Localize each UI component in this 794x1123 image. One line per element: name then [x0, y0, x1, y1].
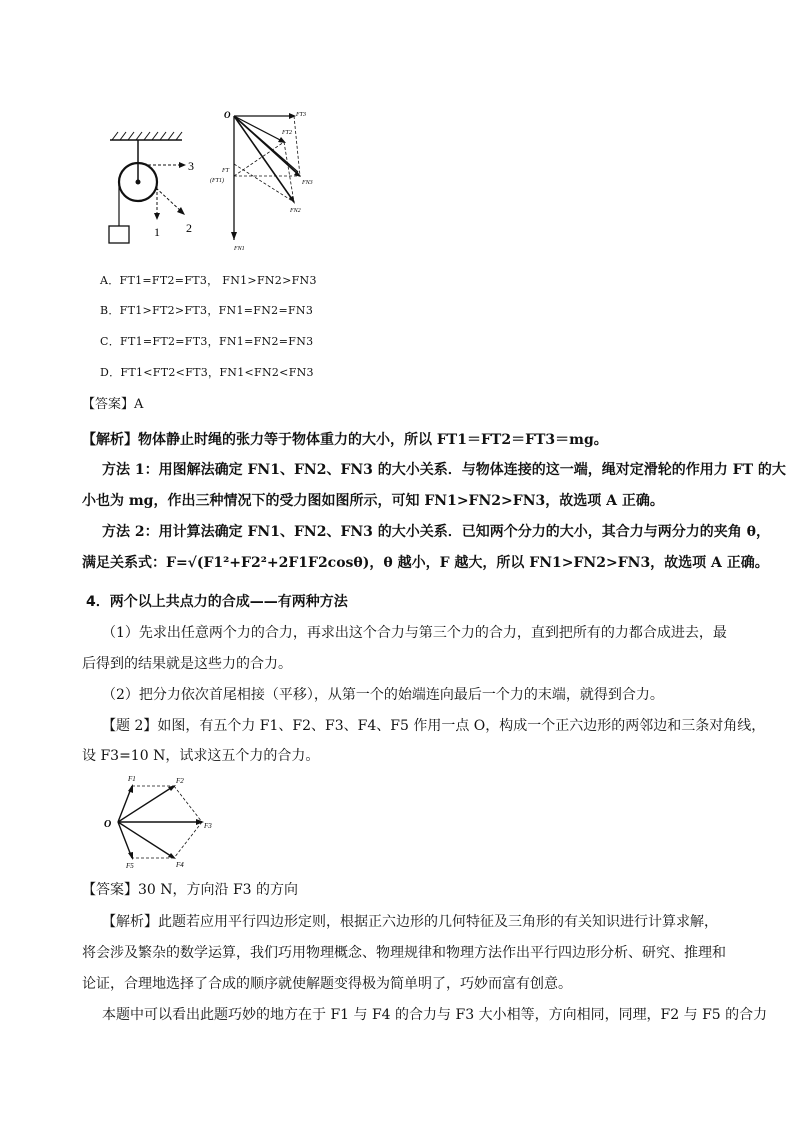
ft1b-label: (FT1) [210, 178, 224, 184]
ft3-label: FT3 [296, 112, 307, 118]
analysis-2-line-1: 【解析】此题若应用平行四边形定则，根据正六边形的几何特征及三角形的有关知识进行计算求解， [102, 914, 718, 930]
analysis-1-method1-line-1: 方法 1：用图解法确定 FN1、FN2、FN3 的大小关系．与物体连接的这一端，绳对定滑轮的作用力 FT 的大 [102, 462, 786, 478]
origin-label: O [224, 110, 231, 120]
option-d: D．FT1<FT2<FT3，FN1<FN2<FN3 [100, 366, 314, 379]
pulley-figure [100, 128, 210, 248]
hex-f1-label: F1 [128, 775, 136, 783]
rope-label-2: 2 [186, 221, 192, 235]
option-b: B．FT1>FT2>FT3，FN1=FN2=FN3 [100, 304, 314, 317]
section-4-step1-line-2: 后得到的结果就是这些力的合力。 [82, 656, 292, 672]
section-4-step2: （2）把分力依次首尾相接（平移），从第一个的始端连向最后一个力的末端，就得到合力。 [102, 687, 664, 703]
rope-label-3: 3 [188, 159, 194, 173]
hex-f2-label: F2 [176, 777, 184, 785]
question-2-line-1: 【题 2】如图，有五个力 F1、F2、F3、F4、F5 作用一点 O，构成一个正六边形的两邻边和三条对角线， [102, 718, 766, 734]
hexagon-force-figure [100, 772, 220, 872]
hex-f5-label: F5 [126, 862, 134, 870]
answer-2: 【答案】30 N，方向沿 F3 的方向 [82, 882, 299, 898]
analysis-2-line-2: 将会涉及繁杂的数学运算，我们巧用物理概念、物理规律和物理方法作出平行四边形分析、研究、推理和 [82, 945, 726, 961]
force-vector-figure [210, 104, 332, 254]
option-a: A．FT1=FT2=FT3， FN1>FN2>FN3 [100, 274, 317, 287]
fn3-label: FN3 [302, 180, 313, 186]
hex-f4-label: F4 [176, 861, 184, 869]
fn1-label: FN1 [234, 246, 245, 252]
rope-label-1: 1 [154, 225, 160, 239]
analysis-2-line-4: 本题中可以看出此题巧妙的地方在于 F1 与 F4 的合力与 F3 大小相等，方向相同，同理，F2 与 F5 的合力 [102, 1007, 768, 1023]
question-2-line-2: 设 F3=10 N，试求这五个力的合力。 [82, 748, 320, 764]
hex-origin-label: O [104, 819, 112, 830]
section-4-step1-line-1: （1）先求出任意两个力的合力，再求出这个合力与第三个力的合力，直到把所有的力都合成进去，最 [102, 625, 727, 641]
analysis-2-line-3: 论证，合理地选择了合成的顺序就使解题变得极为简单明了，巧妙而富有创意。 [82, 976, 572, 992]
analysis-1-method1-line-2: 小也为 mg，作出三种情况下的受力图如图所示，可知 FN1>FN2>FN3，故选项 A 正确。 [82, 493, 664, 509]
analysis-1-method2-line-2: 满足关系式：F=√(F1²+F2²+2F1F2cosθ)，θ 越小，F 越大，所以 FN1>FN2>FN3，故选项 A 正确。 [82, 555, 769, 571]
ft1-label: FT [222, 168, 230, 174]
section-4-heading: 4．两个以上共点力的合成——有两种方法 [86, 594, 348, 610]
analysis-1-method2-line-1: 方法 2：用计算法确定 FN1、FN2、FN3 的大小关系．已知两个分力的大小，其合力与两分力的夹角 θ， [102, 524, 771, 540]
fn2-label: FN2 [290, 208, 301, 214]
ft2-label: FT2 [282, 130, 293, 136]
analysis-1-line-1: 【解析】物体静止时绳的张力等于物体重力的大小，所以 FT1＝FT2＝FT3＝mg。 [82, 432, 608, 448]
option-c: C．FT1=FT2=FT3，FN1=FN2=FN3 [100, 335, 314, 348]
hex-f3-label: F3 [204, 822, 212, 830]
answer-1: 【答案】A [82, 397, 144, 412]
